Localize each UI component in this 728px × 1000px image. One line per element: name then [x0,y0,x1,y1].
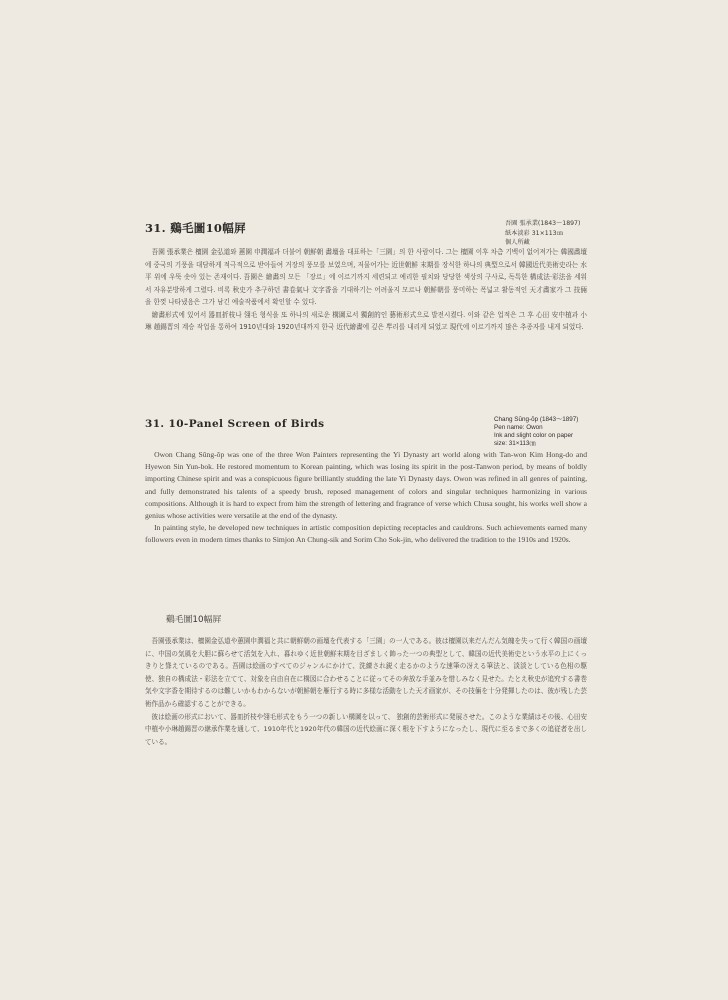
english-body [145,449,587,547]
korean-meta-collection: 個人所藏 [505,239,530,246]
korean-meta-artist: 吾園 張承業(1843～1897) [505,220,581,227]
english-title: 31. 10-Panel Screen of Birds [145,418,325,430]
korean-paragraph: 吾園 張承業은 檀園 金弘道와 蕙園 申潤福과 더불어 朝鮮朝 畵壇을 대표하는「三園」의 한 사람이다. 그는 檀園 이후 차츰 기백이 없어져가는 韓國畵壇에 중국의 기풍을 대담하게 적극적으로 받아들여 거장의 풍모를 보였으며, 저물어가는 近世朝鮮 末期를 장식한 하나의 典型으로서 韓國近代美術史라는 水平 위에 우뚝 솟아 있는 존재이다. 吾園은 繪畵의 모든 「장르」에 이르기까지 세련되고 예리한 필치와 당당한 색상의 구사로, 독특한 構成法·彩法을 세워서 자유분방하게 그렸다. 비록 秋史가 추구하던 書卷氣나 文字香을 기대하기는 어려울지 모르나 朝鮮朝를 풍미하는 폭넓고 활동적인 天才畵家가 그 技倆을 한껏 나타냈음은 그가 남긴 예술작품에서 확인할 수 있다. [145,248,587,306]
english-meta-medium: Ink and slight color on paper [494,432,574,439]
korean-meta [505,219,580,248]
english-paragraph: In painting style, he developed new techniques in artistic composition depicting receptacles and cauldrons. Such achievements earned many followers even in modern times thanks to Simjon An Chung-sik and Sorim Cho Sok-jin, who delivered the tradition to the 1910s and 1920s. [145,523,587,545]
english-meta-penname: Pen name: Owon [494,424,543,431]
english-meta [494,416,578,448]
korean-paragraph: 繪畵形式에 있어서 器皿折枝나 翎毛 형식을 또 하나의 새로운 構圖로서 獨創的인 藝術形式으로 발전시켰다. 이와 같은 업적은 그 후 心田 安中植과 小琳 趙錫晋의 계승 작업을 통하여 1910년대와 1920년대까지 한국 近代繪畵에 깊은 뿌리를 내리게 되었고 現代에 이르기까지 많은 추종자를 내게 되었다. [145,310,587,331]
korean-body [145,246,587,334]
korean-meta-medium: 紙本淡彩 31×113㎝ [505,229,563,237]
english-paragraph: Owon Chang Sŭng-ŏp was one of the three Won Painters representing the Yi Dynasty art world along with Tan-won Kim Hong-do and Hyewon Sin Yun-bok. He restored momentum to Korean painting, which was losing its spirit in the post-Tanwon period, by means of boldly importing Chinese spirit and was a conspicuous figure brilliantly studding the late Yi Dynasty days. Owon was refined in all genres of painting, and fully demonstrated his talents of a speedy brush, reposed management of colors and singular techniques harmonizing in various compositions. Although it is hard to expect from him the strength of lettering and fragrance of verse which Chusa sought, his works well show a genius whose activities were versatile at the end of the dynasty. [145,450,587,521]
english-meta-size: size: 31×113㎝ [494,440,536,447]
english-meta-artist: Chang Sŭng-ŏp (1843～1897) [494,416,579,423]
japanese-paragraph: 吾園張承業は、檀園金弘道や蕙園申潤福と共に朝鮮朝の画壇を代表する「三園」の一人である。彼は檀園以来だんだん気魄を失って行く韓国の画壇に、中国の気風を大胆に蘇らせて活気を入れ、暮れゆく近世朝鮮末期を目ざましく飾った一つの典型として、韓国の近代美術史という水平の上にくっきりと聳えているのである。吾園は絵画のすべてのジャンルにかけて、洗練され鋭く走るかのような速筆の冴える筆法と、淡淡としている色相の駆使、独自の構成法・彩法を立てて、対象を自由自在に構図に合わせることに従ってその奔放な手並みを惜しみなく見せた。たとえ秋史が追究する書巻気や文字香を期待するのは難しいかもわからないが朝鮮朝を雁行する時に多様な活動をした天才画家が、その技倆を十分発揮したのは、彼が残した芸術作品から確認することができる。 [145,637,587,708]
korean-title: 31. 鷄毛圖10幅屛 [145,221,246,235]
japanese-title: 鷄毛圖10幅屛 [166,615,222,625]
japanese-paragraph: 彼は絵画の形式において、器皿折枝や翎毛形式をもう一つの新しい構圖を以って、 独創的芸術形式に発展させた。このような業績はその後、心田安中植や小琳趙錫晋の継承作業を通して、1910年代と1920年代の韓国の近代絵画に深く根を下すようになったし、現代に至るまで多くの追従者を出している。 [145,712,587,746]
japanese-body [145,635,587,748]
